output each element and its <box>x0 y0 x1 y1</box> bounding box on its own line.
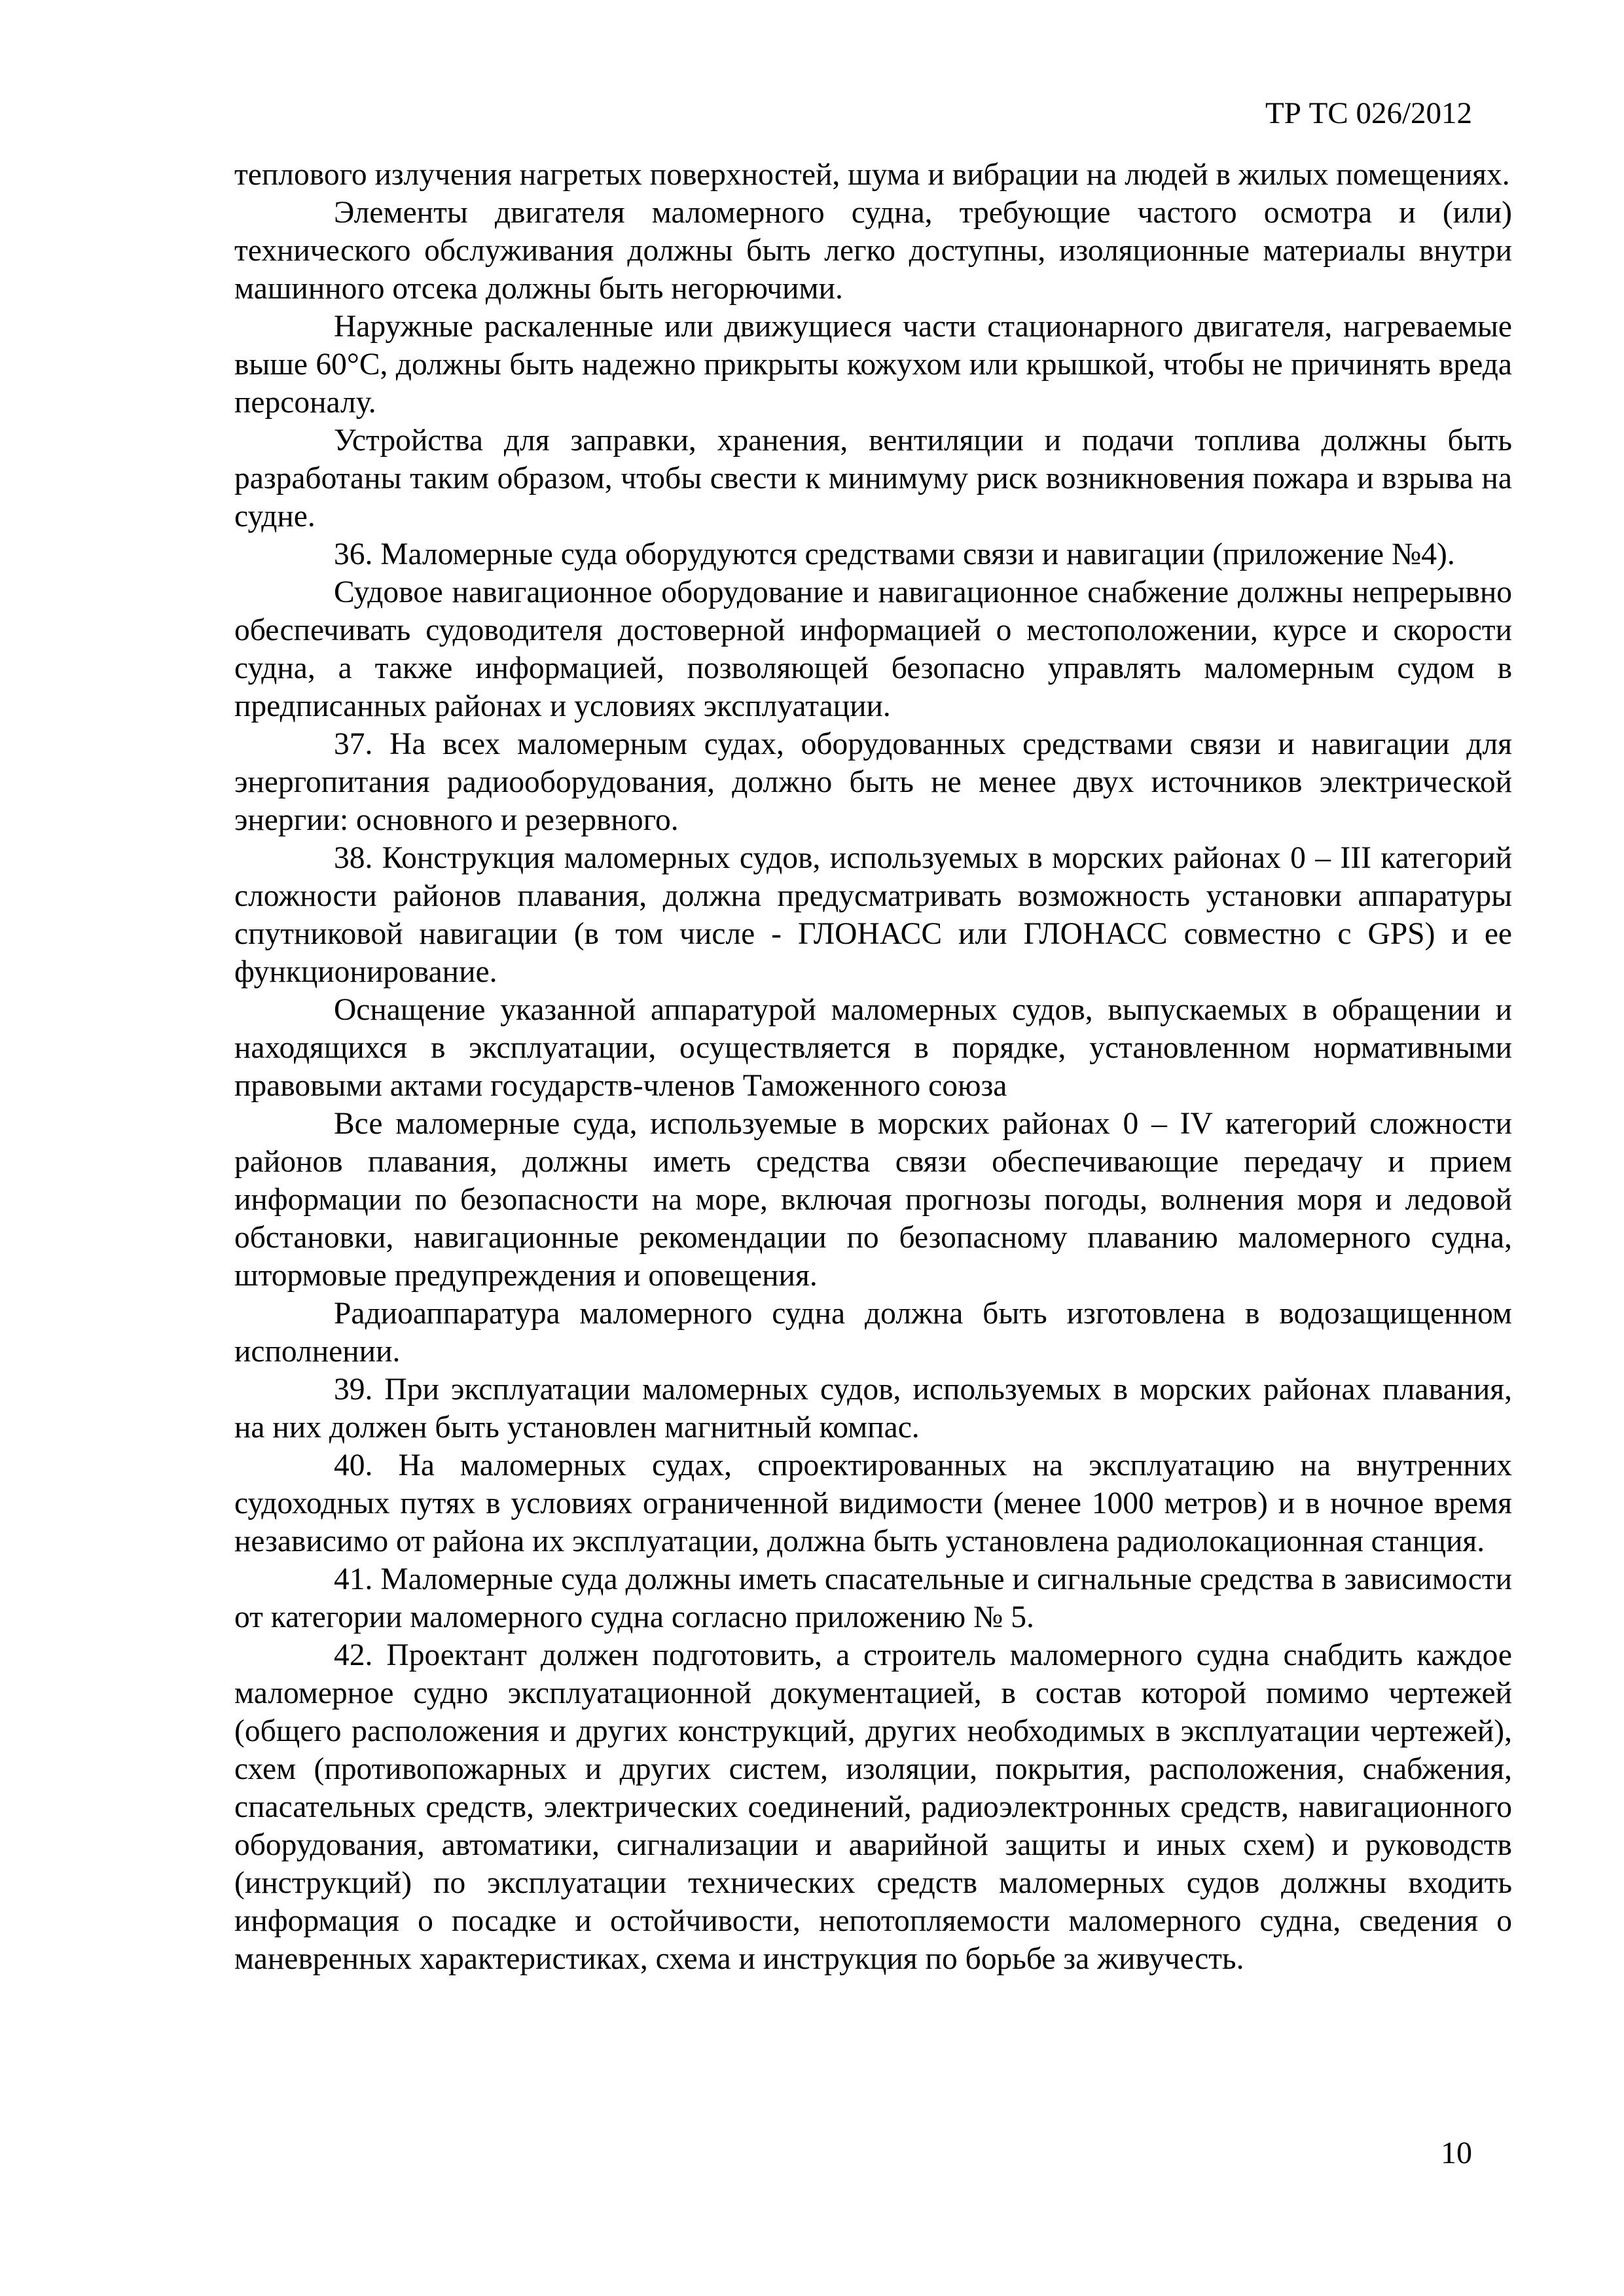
document-code-header: ТР ТС 026/2012 <box>1265 96 1472 130</box>
clause-37: 37. На всех маломерным судах, оборудованных средствами связи и навигации для энергопитания радиооборудования, должно быть не менее двух источников электрической энергии: основного и резервного. <box>234 727 1512 837</box>
document-body <box>234 156 1512 1978</box>
clause-36: 36. Маломерные суда оборудуются средствами связи и навигации (приложение №4). <box>334 537 1455 571</box>
clause-40: 40. На маломерных судах, спроектированных на эксплуатацию на внутренних судоходных путях в условиях ограниченной видимости (менее 1000 метров) и в ночное время независимо от района их эксплуатации, должна быть установлена радиолокационная станция. <box>234 1448 1512 1558</box>
paragraph: Оснащение указанной аппаратурой маломерных судов, выпускаемых в обращении и находящихся в эксплуатации, осуществляется в порядке, установленном нормативными правовыми актами государств-членов Таможенного союза <box>234 993 1512 1103</box>
paragraph: Элементы двигателя маломерного судна, требующие частого осмотра и (или) технического обслуживания должны быть легко доступны, изоляционные материалы внутри машинного отсека должны быть негорючими. <box>234 196 1512 306</box>
clause-42: 42. Проектант должен подготовить, а строитель маломерного судна снабдить каждое маломерное судно эксплуатационной документацией, в состав которой помимо чертежей (общего расположения и других конструкций, других необходимых в эксплуатации чертежей), схем (противопожарных и других систем, изоляции, покрытия, расположения, снабжения, спасательных средств, электрических соединений, радиоэлектронных средств, навигационного оборудования, автоматики, сигнализации и аварийной защиты и иных схем) и руководств (инструкций) по эксплуатации технических средств маломерных судов должны входить информация о посадке и остойчивости, непотопляемости маломерного судна, сведения о маневренных характеристиках, схема и инструкция по борьбе за живучесть. <box>234 1638 1512 1976</box>
paragraph: Наружные раскаленные или движущиеся части стационарного двигателя, нагреваемые выше 60°С, должны быть надежно прикрыты кожухом или крышкой, чтобы не причинять вреда персоналу. <box>234 310 1512 420</box>
paragraph: Все маломерные суда, используемые в морских районах 0 – IV категорий сложности районов плавания, должны иметь средства связи обеспечивающие передачу и прием информации по безопасности на море, включая прогнозы погоды, волнения моря и ледовой обстановки, навигационные рекомендации по безопасному плаванию маломерного судна, штормовые предупреждения и оповещения. <box>234 1107 1512 1293</box>
paragraph: Судовое навигационное оборудование и навигационное снабжение должны непрерывно обеспечивать судоводителя достоверной информацией о местоположении, курсе и скорости судна, а также информацией, позволяющей безопасно управлять маломерным судом в предписанных районах и условиях эксплуатации. <box>234 575 1512 723</box>
paragraph: Радиоаппаратура маломерного судна должна быть изготовлена в водозащищенном исполнении. <box>234 1297 1512 1369</box>
page-number: 10 <box>1441 2136 1472 2170</box>
clause-38: 38. Конструкция маломерных судов, используемых в морских районах 0 – III категорий сложности районов плавания, должна предусматривать возможность установки аппаратуры спутниковой навигации (в том числе - ГЛОНАСС или ГЛОНАСС совместно с GPS) и ее функционирование. <box>234 841 1512 989</box>
paragraph-continuation: теплового излучения нагретых поверхностей, шума и вибрации на людей в жилых помещениях. <box>234 158 1510 192</box>
clause-41: 41. Маломерные суда должны иметь спасательные и сигнальные средства в зависимости от категории маломерного судна согласно приложению № 5. <box>234 1562 1512 1634</box>
paragraph: Устройства для заправки, хранения, вентиляции и подачи топлива должны быть разработаны таким образом, чтобы свести к минимуму риск возникновения пожара и взрыва на судне. <box>234 423 1512 533</box>
clause-39: 39. При эксплуатации маломерных судов, используемых в морских районах плавания, на них должен быть установлен магнитный компас. <box>234 1372 1512 1444</box>
